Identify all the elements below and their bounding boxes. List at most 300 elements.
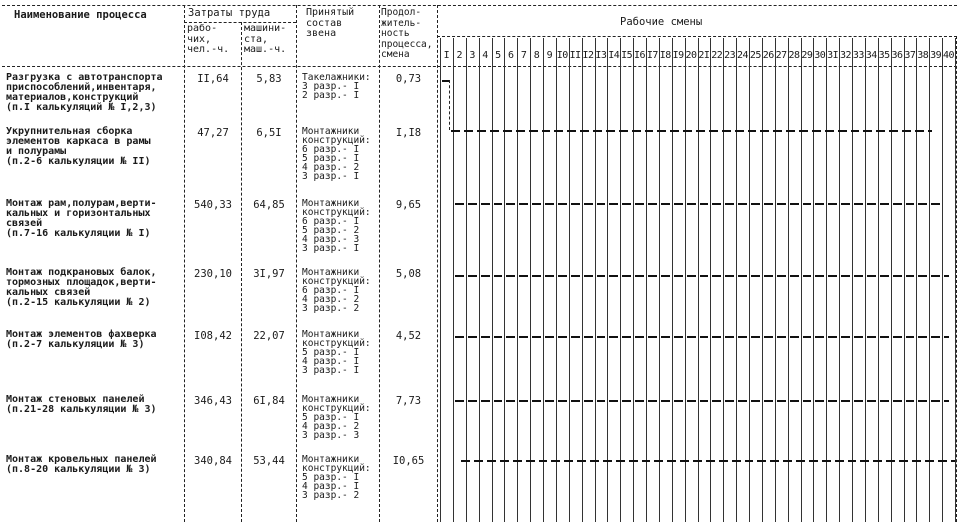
schedule-bar-segment xyxy=(854,400,863,402)
shift-number: I0 xyxy=(556,50,568,61)
schedule-bar-segment xyxy=(876,130,885,132)
schedule-bar-segment xyxy=(519,336,528,338)
schedule-bar-segment xyxy=(519,275,528,277)
header-machinists: машини- ста, маш.-ч. xyxy=(244,23,287,55)
shift-number: 39 xyxy=(930,50,942,61)
schedule-bar-segment xyxy=(696,130,705,132)
schedule-bar-segment xyxy=(738,275,747,277)
shift-grid-line xyxy=(440,38,441,522)
process-duration: I0,65 xyxy=(392,455,425,467)
schedule-bar-segment xyxy=(487,460,496,462)
schedule-bar-segment xyxy=(886,460,895,462)
crew-composition: Монтажники конструкций: 6 разр.- I 5 разр.- 2 4 разр.- 3 3 разр.- I xyxy=(302,198,371,254)
shift-grid-line xyxy=(955,38,956,522)
shift-number: 2 xyxy=(456,50,463,61)
crew-composition: Монтажники конструкций: 6 разр.- I 5 разр.- I 4 разр.- 2 3 разр.- I xyxy=(302,126,371,182)
schedule-bar-segment xyxy=(918,336,927,338)
schedule-bar-segment xyxy=(841,275,850,277)
schedule-bar-segment xyxy=(880,275,889,277)
schedule-bar-segment xyxy=(751,336,760,338)
schedule-bar-segment xyxy=(906,400,915,402)
shift-grid-line xyxy=(543,38,544,522)
schedule-bar-segment xyxy=(584,336,593,338)
shift-number: 28 xyxy=(788,50,800,61)
schedule-bar-segment xyxy=(603,460,612,462)
schedule-bar-segment xyxy=(494,336,503,338)
schedule-bar-segment xyxy=(790,336,799,338)
shift-grid-line xyxy=(685,38,686,522)
schedule-bar-segment xyxy=(828,275,837,277)
schedule-bar-segment xyxy=(455,275,464,277)
schedule-bar-segment xyxy=(616,460,625,462)
workers-hours: 230,10 xyxy=(194,268,232,280)
schedule-bar-segment xyxy=(455,400,464,402)
schedule-bar-segment xyxy=(481,275,490,277)
shift-number: 2I xyxy=(698,50,710,61)
shift-number: 33 xyxy=(852,50,864,61)
schedule-bar-segment xyxy=(902,130,911,132)
schedule-bar-segment xyxy=(938,460,947,462)
schedule-bar-segment xyxy=(597,275,606,277)
schedule-bar-segment xyxy=(899,460,908,462)
shift-grid-line xyxy=(582,38,583,522)
schedule-bar-segment xyxy=(513,460,522,462)
schedule-bar-segment xyxy=(838,130,847,132)
schedule-bar-segment xyxy=(880,400,889,402)
shift-grid-line xyxy=(698,38,699,522)
machinist-hours: 22,07 xyxy=(253,330,285,342)
process-name: Монтаж рам,полурам,верти- кальных и горизонтальных связей (п.7-16 калькуляции № I) xyxy=(6,198,157,239)
schedule-bar-segment xyxy=(815,275,824,277)
schedule-bar-segment xyxy=(931,336,940,338)
header-process-name: Наименование процесса xyxy=(14,9,147,21)
schedule-bar-segment xyxy=(609,275,618,277)
schedule-bar-segment xyxy=(712,400,721,402)
schedule-bar-segment xyxy=(815,336,824,338)
shift-number: 23 xyxy=(724,50,736,61)
schedule-bar-segment xyxy=(815,203,824,205)
schedule-bar-segment xyxy=(564,460,573,462)
shift-grid-line xyxy=(826,38,827,522)
schedule-bar-segment xyxy=(915,130,924,132)
shift-number: 35 xyxy=(878,50,890,61)
schedule-bar-segment xyxy=(828,400,837,402)
schedule-bar-segment xyxy=(893,203,902,205)
schedule-bar-segment xyxy=(764,275,773,277)
shift-number: 37 xyxy=(904,50,916,61)
schedule-bar-segment xyxy=(751,275,760,277)
dependency-connector xyxy=(449,80,450,130)
shift-number: I6 xyxy=(634,50,646,61)
schedule-bar-segment xyxy=(481,203,490,205)
process-duration: I,I8 xyxy=(395,127,422,139)
header-shifts: Рабочие смены xyxy=(620,16,703,28)
schedule-bar-segment xyxy=(516,130,525,132)
shift-number: I5 xyxy=(621,50,633,61)
schedule-bar-segment xyxy=(777,400,786,402)
schedule-bar-segment xyxy=(532,336,541,338)
crew-composition: Монтажники конструкций: 5 разр.- I 4 разр.- I 3 разр.- I xyxy=(302,329,371,376)
shift-number: 8 xyxy=(533,50,540,61)
schedule-bar-segment xyxy=(494,203,503,205)
machinist-hours: 6I,84 xyxy=(253,395,285,407)
schedule-bar-segment xyxy=(657,130,666,132)
shift-number: 25 xyxy=(749,50,761,61)
schedule-bar-segment xyxy=(551,460,560,462)
schedule-bar-segment xyxy=(609,203,618,205)
schedule-bar-segment xyxy=(863,130,872,132)
process-name: Разгрузка с автотранспорта приспособлений,инвентаря, материалов,конструкций (п.I калькуляций № I,2,3) xyxy=(6,72,163,113)
machinist-hours: 5,83 xyxy=(256,73,282,85)
shift-number: 4 xyxy=(482,50,488,61)
schedule-bar-segment xyxy=(526,460,535,462)
schedule-bar-segment xyxy=(532,275,541,277)
shift-grid-line xyxy=(517,38,518,522)
schedule-bar-segment xyxy=(751,203,760,205)
schedule-bar-segment xyxy=(738,400,747,402)
header-duration: Продол- житель- ность процесса, смена xyxy=(381,7,433,60)
schedule-bar-segment xyxy=(735,130,744,132)
schedule-bar-segment xyxy=(854,275,863,277)
schedule-bar-segment xyxy=(860,460,869,462)
schedule-bar-segment xyxy=(519,203,528,205)
schedule-bar-segment xyxy=(683,130,692,132)
schedule-bar-segment xyxy=(461,460,470,462)
shift-number: II xyxy=(569,50,581,61)
schedule-bar-segment xyxy=(918,203,927,205)
schedule-bar-segment xyxy=(760,130,769,132)
schedule-bar-segment xyxy=(828,336,837,338)
schedule-bar-segment xyxy=(925,460,934,462)
schedule-bar-segment xyxy=(848,460,857,462)
schedule-bar-segment xyxy=(474,460,483,462)
schedule-bar-segment xyxy=(519,400,528,402)
schedule-bar-segment xyxy=(687,400,696,402)
schedule-bar-segment xyxy=(529,130,538,132)
header-labor-costs: Затраты труда xyxy=(188,7,271,19)
schedule-bar-segment xyxy=(554,130,563,132)
shift-grid-line xyxy=(749,38,750,522)
schedule-bar-segment xyxy=(468,275,477,277)
schedule-bar-segment xyxy=(725,275,734,277)
schedule-bar-segment xyxy=(738,203,747,205)
shift-number: 24 xyxy=(737,50,749,61)
schedule-bar-segment xyxy=(635,275,644,277)
schedule-bar-segment xyxy=(880,203,889,205)
process-duration: 5,08 xyxy=(395,268,422,280)
schedule-bar-segment xyxy=(770,460,779,462)
schedule-bar-segment xyxy=(777,336,786,338)
shift-grid-line xyxy=(479,38,480,522)
schedule-bar-segment xyxy=(590,460,599,462)
schedule-bar-segment xyxy=(803,275,812,277)
schedule-bar-segment xyxy=(712,275,721,277)
col-divider-right xyxy=(956,36,957,522)
schedule-bar-segment xyxy=(545,203,554,205)
schedule-bar-segment xyxy=(506,400,515,402)
schedule-bar-segment xyxy=(700,203,709,205)
schedule-bar-segment xyxy=(545,336,554,338)
schedule-bar-segment xyxy=(764,203,773,205)
shift-number: I2 xyxy=(582,50,594,61)
schedule-bar-segment xyxy=(622,336,631,338)
schedule-bar-segment xyxy=(722,130,731,132)
shift-number: 34 xyxy=(865,50,877,61)
shift-number: 40 xyxy=(943,50,955,61)
schedule-bar-segment xyxy=(799,130,808,132)
schedule-bar-segment xyxy=(674,400,683,402)
schedule-bar-segment xyxy=(918,400,927,402)
schedule-bar-segment xyxy=(619,130,628,132)
shift-grid-line xyxy=(633,38,634,522)
process-name: Монтаж стеновых панелей (п.21-28 калькуляции № 3) xyxy=(6,394,157,415)
schedule-bar-segment xyxy=(706,460,715,462)
schedule-bar-segment xyxy=(777,275,786,277)
shift-grid-line xyxy=(504,38,505,522)
shift-grid-line xyxy=(723,38,724,522)
schedule-bar-segment xyxy=(661,275,670,277)
schedule-bar-segment xyxy=(468,203,477,205)
schedule-bar-segment xyxy=(532,203,541,205)
schedule-bar-segment xyxy=(597,203,606,205)
schedule-bar-segment xyxy=(584,400,593,402)
schedule-bar-segment xyxy=(790,203,799,205)
schedule-bar-segment xyxy=(906,336,915,338)
shift-number: 27 xyxy=(775,50,787,61)
shift-number: I3 xyxy=(595,50,607,61)
shift-grid-line xyxy=(672,38,673,522)
machinist-hours: 53,44 xyxy=(253,455,285,467)
shift-grid-line xyxy=(904,38,905,522)
process-duration: 4,52 xyxy=(395,330,422,342)
machinist-hours: 3I,97 xyxy=(253,268,285,280)
schedule-bar-segment xyxy=(889,130,898,132)
shift-grid-line xyxy=(736,38,737,522)
schedule-bar-segment xyxy=(803,203,812,205)
schedule-bar-segment xyxy=(667,460,676,462)
schedule-bar-segment xyxy=(812,130,821,132)
schedule-bar-segment xyxy=(854,336,863,338)
shift-number: 29 xyxy=(801,50,813,61)
col-divider-3 xyxy=(296,5,297,522)
schedule-bar-segment xyxy=(748,130,757,132)
schedule-bar-segment xyxy=(825,130,834,132)
shift-number: 7 xyxy=(520,50,527,61)
table-top-border xyxy=(2,5,957,6)
schedule-bar-segment xyxy=(738,336,747,338)
header-crew: Принятый состав звена xyxy=(306,7,355,39)
schedule-bar-segment xyxy=(571,203,580,205)
shift-grid-line xyxy=(595,38,596,522)
schedule-bar-segment xyxy=(674,203,683,205)
col-divider-2 xyxy=(241,22,242,522)
schedule-bar-segment xyxy=(503,130,512,132)
shift-grid-line xyxy=(762,38,763,522)
col-divider-1 xyxy=(184,5,185,522)
schedule-bar-segment xyxy=(622,400,631,402)
col-divider-5 xyxy=(437,5,438,522)
shift-number: 3 xyxy=(469,50,475,61)
schedule-bar-segment xyxy=(506,203,515,205)
schedule-bar-segment xyxy=(609,400,618,402)
shift-grid-line xyxy=(556,38,557,522)
shift-grid-line xyxy=(530,38,531,522)
schedule-bar-segment xyxy=(558,400,567,402)
schedule-bar-segment xyxy=(796,460,805,462)
workers-hours: 346,43 xyxy=(194,395,232,407)
shift-grid-line xyxy=(929,38,930,522)
schedule-bar-segment xyxy=(786,130,795,132)
schedule-bar-segment xyxy=(931,400,940,402)
schedule-bar-segment xyxy=(506,275,515,277)
shift-number: 20 xyxy=(685,50,697,61)
shift-number: I7 xyxy=(646,50,658,61)
shift-grid-line xyxy=(878,38,879,522)
schedule-bar-segment xyxy=(670,130,679,132)
schedule-bar-segment xyxy=(645,130,654,132)
schedule-bar-segment xyxy=(893,400,902,402)
workers-hours: 540,33 xyxy=(194,199,232,211)
shift-grid-line xyxy=(839,38,840,522)
shift-number: I4 xyxy=(608,50,620,61)
process-duration: 0,73 xyxy=(395,73,422,85)
schedule-bar-segment xyxy=(500,460,509,462)
schedule-bar-segment xyxy=(851,130,860,132)
shift-grid-line xyxy=(646,38,647,522)
schedule-bar-segment xyxy=(455,203,464,205)
schedule-bar-segment xyxy=(642,460,651,462)
shift-grid-line xyxy=(916,38,917,522)
schedule-bar-segment xyxy=(841,336,850,338)
schedule-bar-segment xyxy=(725,203,734,205)
schedule-bar-segment xyxy=(661,336,670,338)
schedule-bar-segment xyxy=(622,275,631,277)
schedule-bar-segment xyxy=(841,203,850,205)
schedule-bar-segment xyxy=(609,336,618,338)
shift-grid-line xyxy=(813,38,814,522)
schedule-bar-segment xyxy=(777,203,786,205)
schedule-bar-segment xyxy=(951,460,955,462)
shift-grid-line xyxy=(801,38,802,522)
schedule-bar-segment xyxy=(545,400,554,402)
schedule-bar-segment xyxy=(532,400,541,402)
schedule-bar-segment xyxy=(790,400,799,402)
process-name: Укрупнительная сборка элементов каркаса в рамы и полурамы (п.2-6 калькуляции № II) xyxy=(6,126,151,167)
schedule-bar-segment xyxy=(481,400,490,402)
schedule-bar-segment xyxy=(635,336,644,338)
schedule-bar-segment xyxy=(712,203,721,205)
schedule-bar-segment xyxy=(725,400,734,402)
schedule-bar-segment xyxy=(906,203,915,205)
process-name: Монтаж подкрановых балок, тормозных площадок,верти- кальных связей (п.2-15 калькуляции № 2) xyxy=(6,267,157,308)
shift-grid-line xyxy=(852,38,853,522)
schedule-bar-segment xyxy=(580,130,589,132)
schedule-bar-segment xyxy=(577,460,586,462)
schedule-bar-segment xyxy=(764,336,773,338)
schedule-bar-segment xyxy=(468,336,477,338)
schedule-bar-segment xyxy=(468,400,477,402)
shift-grid-line xyxy=(492,38,493,522)
schedule-bar-segment xyxy=(584,203,593,205)
schedule-bar-segment xyxy=(931,203,940,205)
schedule-bar-segment xyxy=(632,130,641,132)
schedule-bar-segment xyxy=(700,275,709,277)
shift-grid-line xyxy=(710,38,711,522)
workers-hours: II,64 xyxy=(197,73,229,85)
schedule-bar-segment xyxy=(944,400,948,402)
shift-subheader-top xyxy=(437,36,957,37)
schedule-bar-segment xyxy=(494,400,503,402)
schedule-bar-segment xyxy=(635,203,644,205)
shift-number: 32 xyxy=(840,50,852,61)
schedule-bar-segment xyxy=(648,336,657,338)
schedule-bar-segment xyxy=(790,275,799,277)
schedule-bar-segment xyxy=(622,203,631,205)
workers-hours: I08,42 xyxy=(194,330,232,342)
schedule-bar-segment xyxy=(674,275,683,277)
col-divider-4 xyxy=(379,5,380,522)
schedule-bar-segment xyxy=(661,400,670,402)
schedule-bar-segment xyxy=(815,400,824,402)
shift-grid-line xyxy=(788,38,789,522)
shift-grid-line xyxy=(775,38,776,522)
schedule-bar-segment xyxy=(584,275,593,277)
schedule-bar-segment xyxy=(835,460,844,462)
shift-grid-line xyxy=(453,38,454,522)
schedule-bar-segment xyxy=(745,460,754,462)
shift-grid-line xyxy=(942,38,943,522)
shift-grid-line xyxy=(659,38,660,522)
schedule-bar-segment xyxy=(464,130,473,132)
schedule-bar-segment xyxy=(687,275,696,277)
schedule-bar-segment xyxy=(809,460,818,462)
schedule-bar-segment xyxy=(629,460,638,462)
shift-number: 6 xyxy=(508,50,514,61)
schedule-bar-segment xyxy=(674,336,683,338)
shift-number: 3I xyxy=(827,50,839,61)
schedule-bar-segment xyxy=(648,400,657,402)
schedule-bar-segment xyxy=(867,400,876,402)
shift-grid-line xyxy=(620,38,621,522)
crew-composition: Такелажники: 3 разр.- I 2 разр.- I xyxy=(302,72,371,101)
schedule-bar-segment xyxy=(490,130,499,132)
schedule-bar-segment xyxy=(455,336,464,338)
schedule-bar-segment xyxy=(893,275,902,277)
schedule-bar-segment xyxy=(693,460,702,462)
shift-grid-line xyxy=(569,38,570,522)
schedule-bar-segment xyxy=(764,400,773,402)
schedule-bar-segment xyxy=(545,275,554,277)
schedule-bar-segment xyxy=(906,275,915,277)
schedule-bar-segment xyxy=(725,336,734,338)
schedule-bar-segment xyxy=(928,130,932,132)
schedule-bar-segment xyxy=(828,203,837,205)
schedule-bar-segment xyxy=(719,460,728,462)
schedule-bar-segment xyxy=(867,203,876,205)
machinist-hours: 64,85 xyxy=(253,199,285,211)
schedule-bar-segment xyxy=(931,275,940,277)
schedule-bar-segment xyxy=(571,400,580,402)
schedule-bar-segment xyxy=(606,130,615,132)
process-name: Монтаж кровельных панелей (п.8-20 калькуляции № 3) xyxy=(6,454,157,475)
schedule-bar-segment xyxy=(944,275,948,277)
schedule-bar-segment xyxy=(571,336,580,338)
schedule-bar-segment xyxy=(803,336,812,338)
schedule-bar-segment xyxy=(751,400,760,402)
schedule-bar-segment xyxy=(542,130,551,132)
shift-number: 9 xyxy=(546,50,553,61)
schedule-bar-segment xyxy=(558,203,567,205)
